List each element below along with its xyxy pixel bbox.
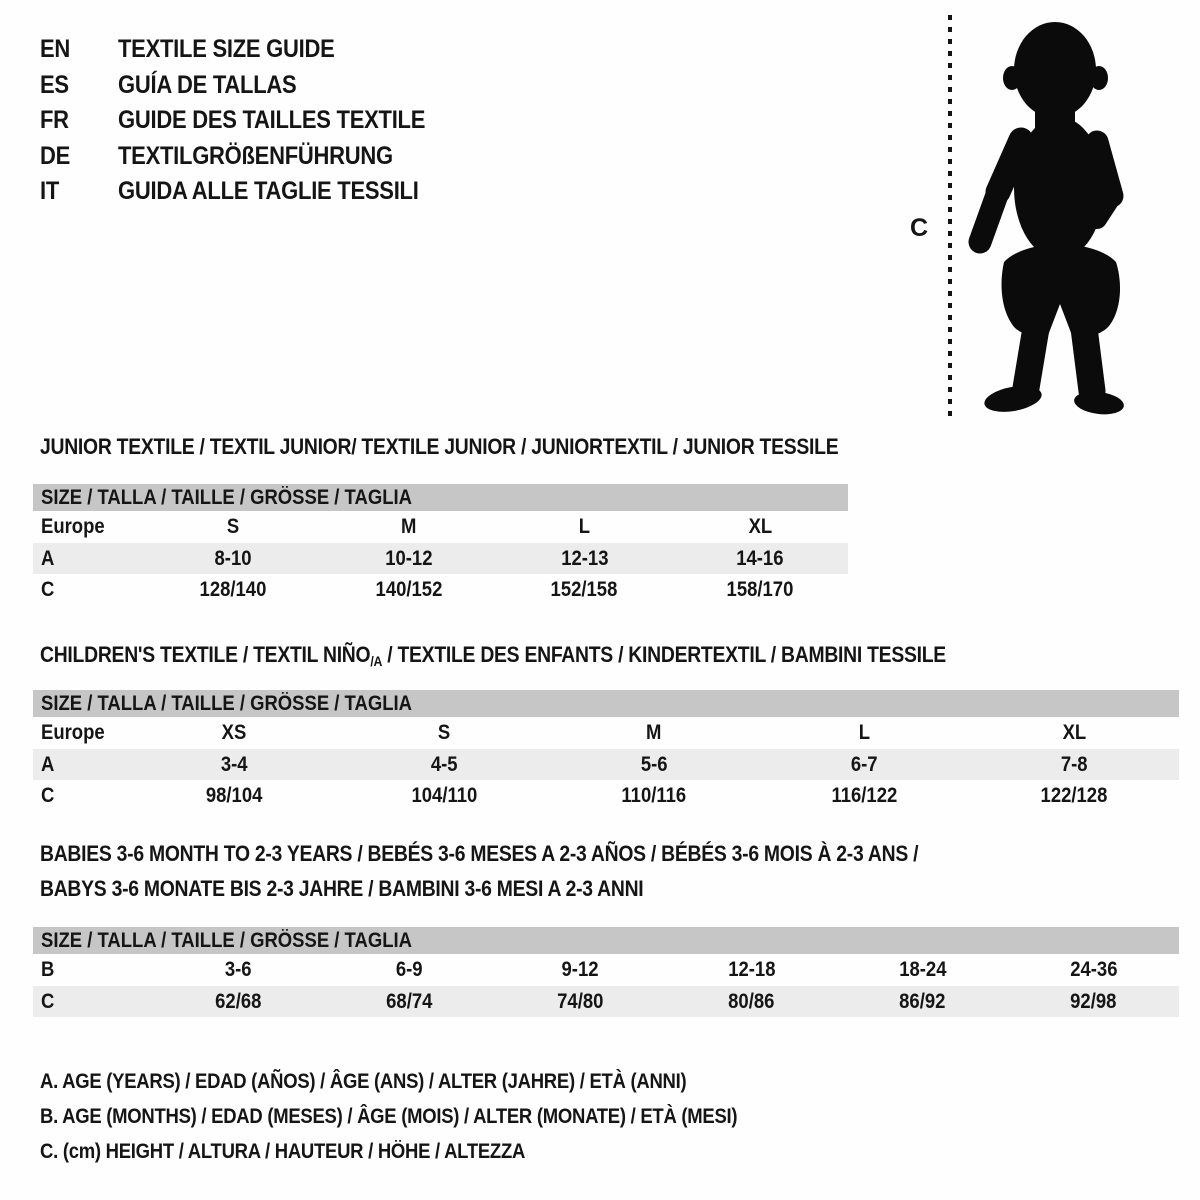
row-label-a: A: [41, 752, 55, 776]
lang-code-it: IT: [40, 177, 60, 206]
babies-row-height-cm: C 62/68 68/74 74/80 80/86 86/92 92/98: [33, 986, 1179, 1017]
babies-section-heading-line2: BABYS 3-6 MONATE BIS 2-3 JAHRE / BAMBINI 3-6 MESI A 2-3 ANNI: [40, 876, 644, 901]
lang-row-fr: [40, 103, 467, 139]
lang-code-en: EN: [40, 35, 71, 64]
junior-columns-row: [33, 511, 848, 543]
height-measure-label: C: [910, 214, 929, 242]
children-size-table: [33, 690, 1179, 811]
lang-row-en: [40, 32, 467, 68]
lang-row-it: [40, 174, 467, 210]
legend-line-a: A. AGE (YEARS) / EDAD (AÑOS) / ÂGE (ANS) / ALTER (JAHRE) / ETÀ (ANNI): [40, 1070, 687, 1093]
lang-title-es: GUÍA DE TALLAS: [118, 70, 297, 99]
junior-size-s: S: [226, 515, 240, 538]
junior-section-heading: JUNIOR TEXTILE / TEXTIL JUNIOR/ TEXTILE JUNIOR / JUNIORTEXTIL / JUNIOR TESSILE: [40, 434, 839, 459]
babies-size-header-row: SIZE / TALLA / TAILLE / GRÖSSE / TAGLIA: [33, 927, 1179, 954]
children-heading-subscript: /A: [370, 653, 383, 669]
children-row-age-years: A 3-4 4-5 5-6 6-7 7-8: [33, 749, 1179, 780]
children-section-heading: [40, 642, 1069, 669]
junior-size-m: M: [400, 515, 417, 538]
lang-title-en: TEXTILE SIZE GUIDE: [118, 35, 335, 64]
children-heading-suffix: / TEXTILE DES ENFANTS / KINDERTEXTIL / BAMBINI TESSILE: [382, 642, 946, 667]
babies-section-heading-line1: BABIES 3-6 MONTH TO 2-3 YEARS / BEBÉS 3-6 MESES A 2-3 AÑOS / BÉBÉS 3-6 MOIS À 2-3 ANS /: [40, 841, 919, 866]
children-row-height-cm: C 98/104 104/110 110/116 116/122 122/128: [33, 780, 1179, 811]
children-region-label: Europe: [41, 721, 105, 744]
toddler-silhouette-icon: [963, 16, 1135, 418]
junior-row-age-years: A 8-10 10-12 12-13 14-16: [33, 543, 848, 574]
children-size-s: S: [437, 721, 451, 744]
children-columns-row: [33, 717, 1179, 749]
junior-size-l: L: [578, 515, 591, 538]
children-size-xl: XL: [1062, 721, 1086, 744]
lang-title-it: GUIDA ALLE TAGLIE TESSILI: [118, 177, 419, 206]
lang-title-fr: GUIDE DES TAILLES TEXTILE: [118, 106, 426, 135]
row-label-c: C: [41, 989, 55, 1013]
language-title-list: [40, 32, 467, 210]
row-label-c: C: [41, 577, 55, 601]
babies-size-table: [33, 927, 1179, 1017]
lang-code-de: DE: [40, 141, 71, 170]
legend-line-c: C. (cm) HEIGHT / ALTURA / HAUTEUR / HÖHE / ALTEZZA: [40, 1140, 526, 1163]
lang-code-fr: FR: [40, 106, 69, 135]
junior-size-xl: XL: [748, 515, 772, 538]
row-label-b: B: [41, 958, 55, 981]
children-size-xs: XS: [221, 721, 247, 744]
children-size-header-row: SIZE / TALLA / TAILLE / GRÖSSE / TAGLIA: [33, 690, 1179, 717]
legend-line-b: B. AGE (MONTHS) / EDAD (MESES) / ÂGE (MOIS) / ALTER (MONATE) / ETÀ (MESI): [40, 1105, 738, 1128]
junior-region-label: Europe: [41, 515, 105, 538]
babies-row-age-months: B 3-6 6-9 9-12 12-18 18-24 24-36: [33, 954, 1179, 986]
row-label-a: A: [41, 546, 55, 570]
children-size-m: M: [646, 721, 662, 744]
children-heading-prefix: CHILDREN'S TEXTILE / TEXTIL NIÑO: [40, 642, 371, 667]
children-size-l: L: [858, 721, 870, 744]
lang-row-es: [40, 68, 467, 104]
lang-title-de: TEXTILGRÖßENFÜHRUNG: [118, 141, 393, 170]
lang-code-es: ES: [40, 70, 69, 99]
lang-row-de: [40, 139, 467, 175]
height-measure-dashed-line: [942, 14, 958, 420]
row-label-c: C: [41, 783, 55, 807]
junior-size-table: [33, 484, 848, 605]
junior-row-height-cm: C 128/140 140/152 152/158 158/170: [33, 574, 848, 605]
junior-size-header-row: SIZE / TALLA / TAILLE / GRÖSSE / TAGLIA: [33, 484, 848, 511]
